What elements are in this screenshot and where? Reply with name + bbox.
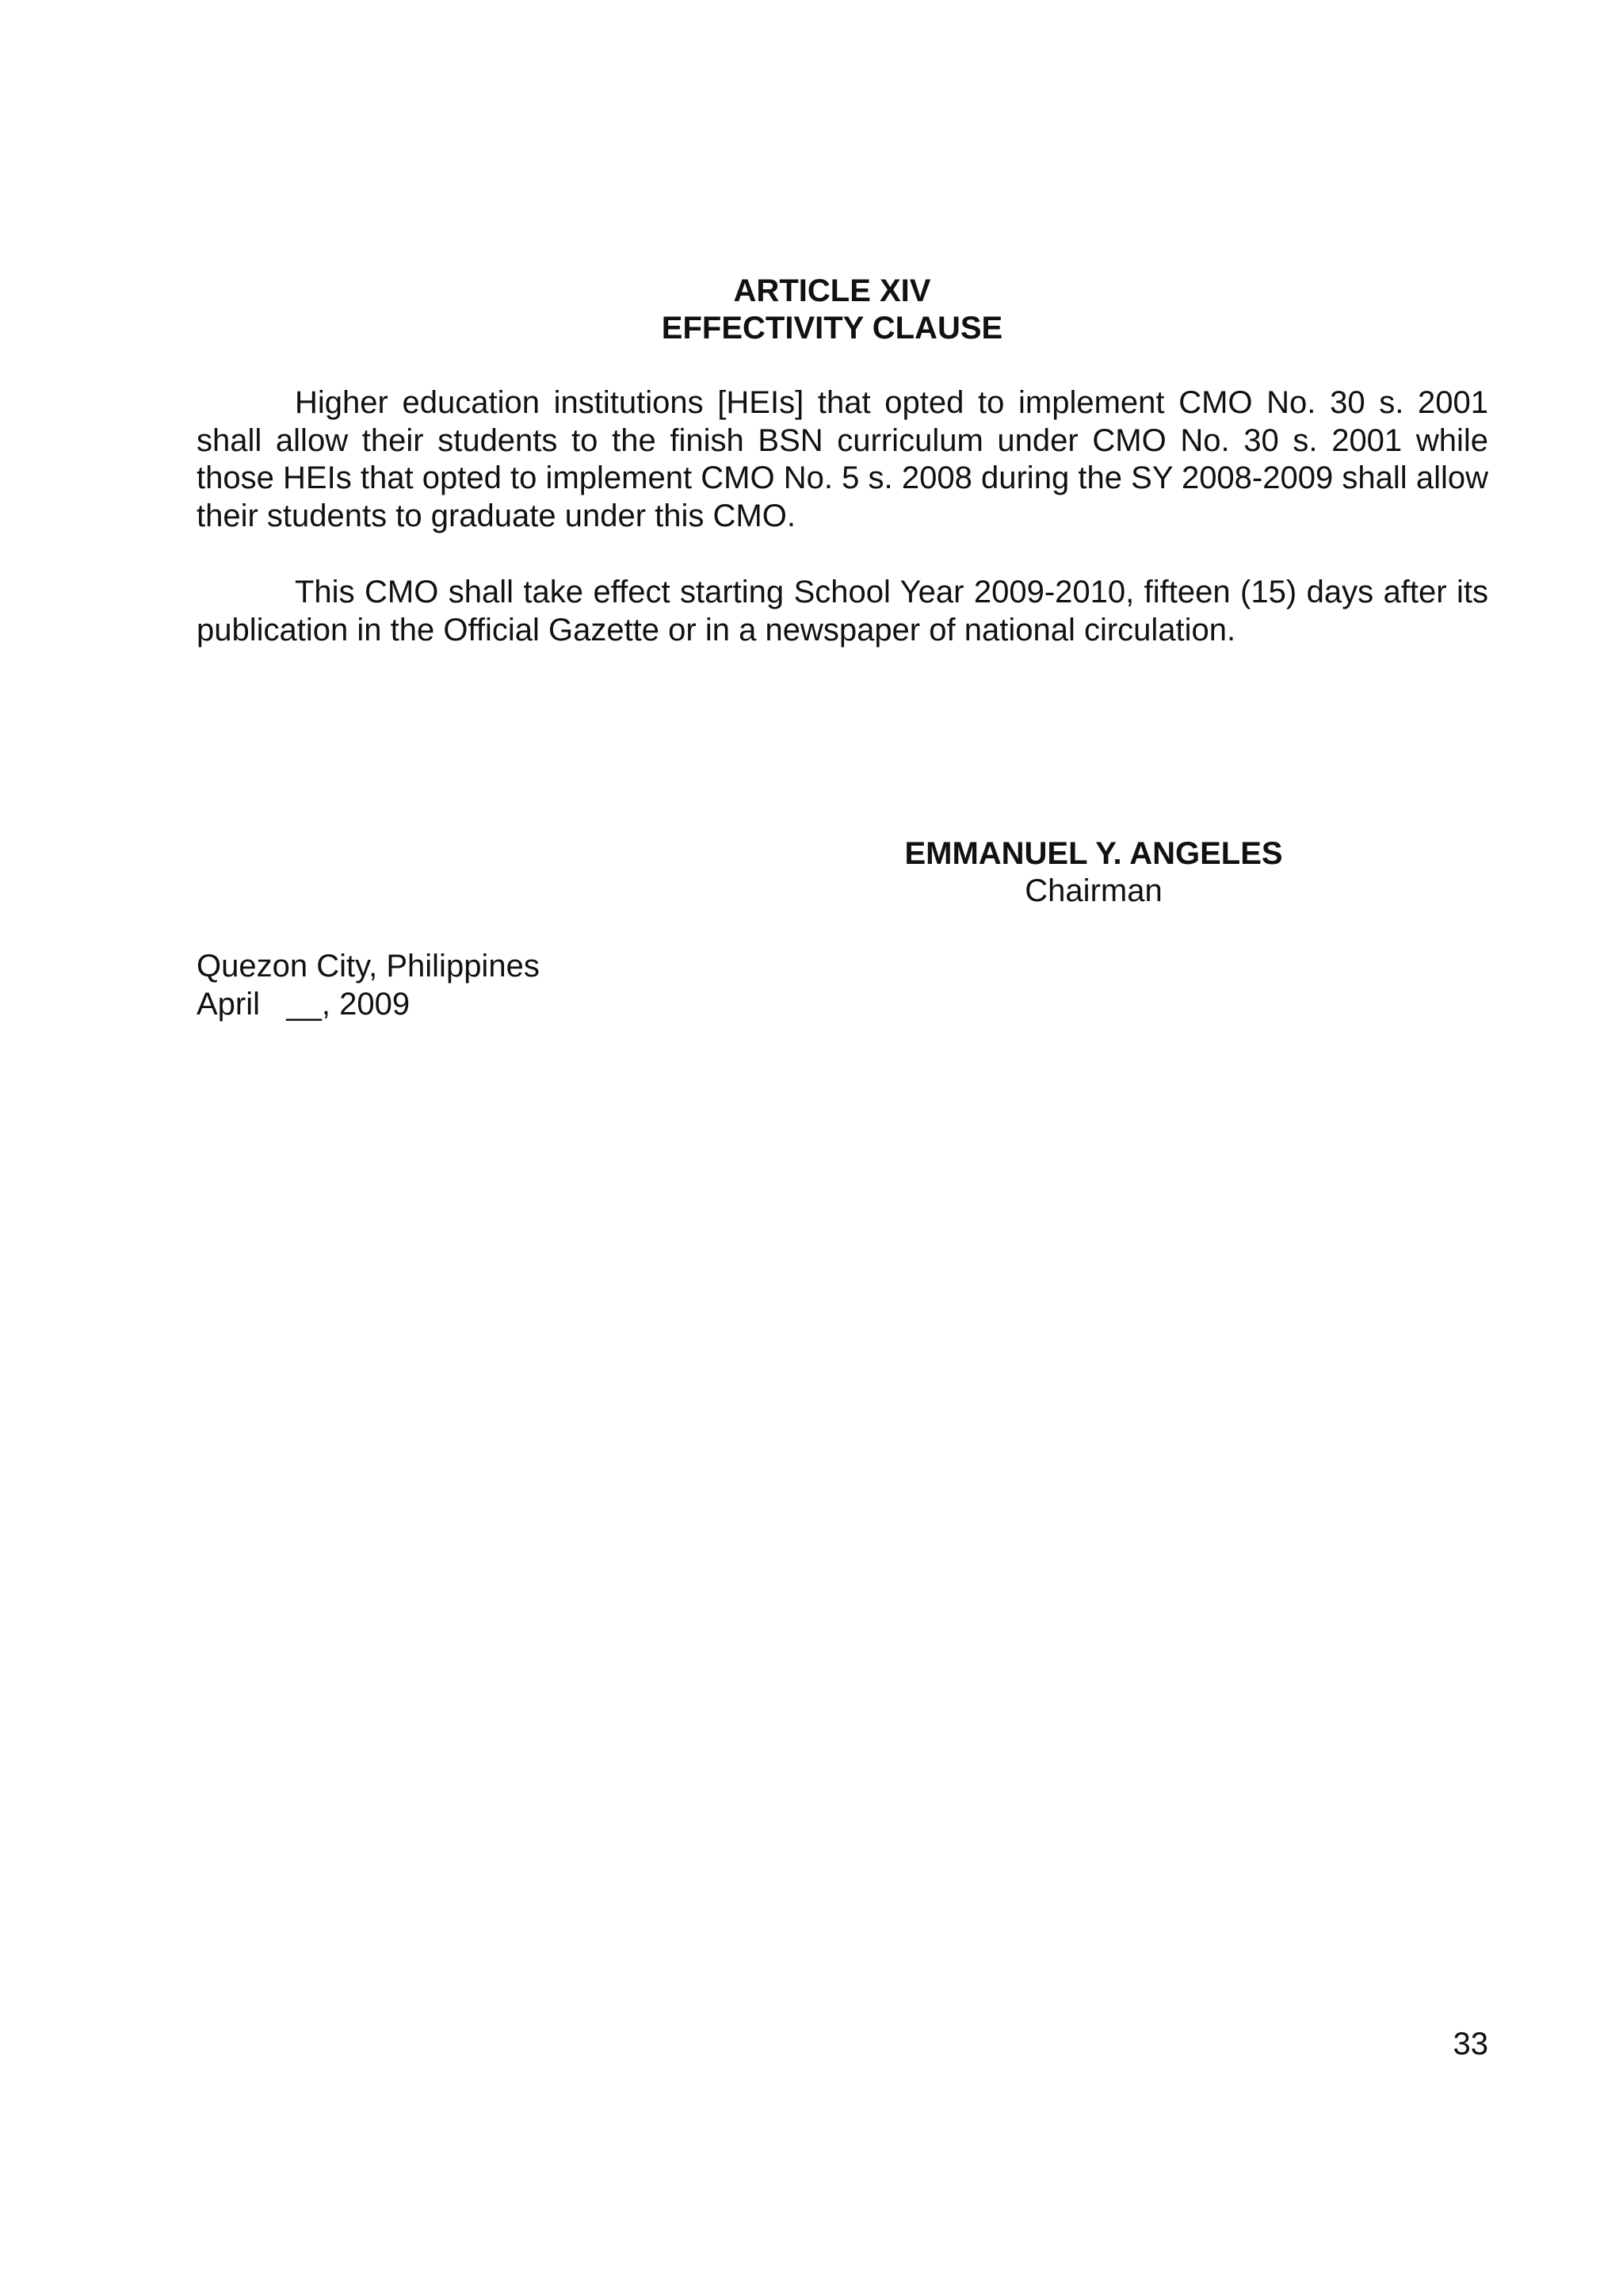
issuance-place: Quezon City, Philippines (197, 949, 540, 984)
page-number: 33 (1453, 2027, 1488, 2061)
article-number: ARTICLE XIV (733, 273, 931, 308)
paragraph-transition-provision: Higher education institutions [HEIs] that opted to implement CMO No. 30 s. 2001 shall allow their students to the finish BSN curriculum under CMO No. 30 s. 2001 while those HEIs that opted to implement CMO No. 5 s. 2008 during the SY 2008-2009 shall allow their students to graduate under this CMO. (197, 385, 1488, 533)
paragraph-effectivity: This CMO shall take effect starting School Year 2009-2010, fifteen (15) days after its publication in the Official Gazette or in a newspaper of national circulation. (197, 575, 1488, 648)
signatory-title: Chairman (1025, 873, 1163, 908)
article-title: EFFECTIVITY CLAUSE (661, 311, 1003, 346)
issuance-date: April __, 2009 (197, 987, 411, 1022)
signatory-name: EMMANUEL Y. ANGELES (904, 836, 1283, 871)
